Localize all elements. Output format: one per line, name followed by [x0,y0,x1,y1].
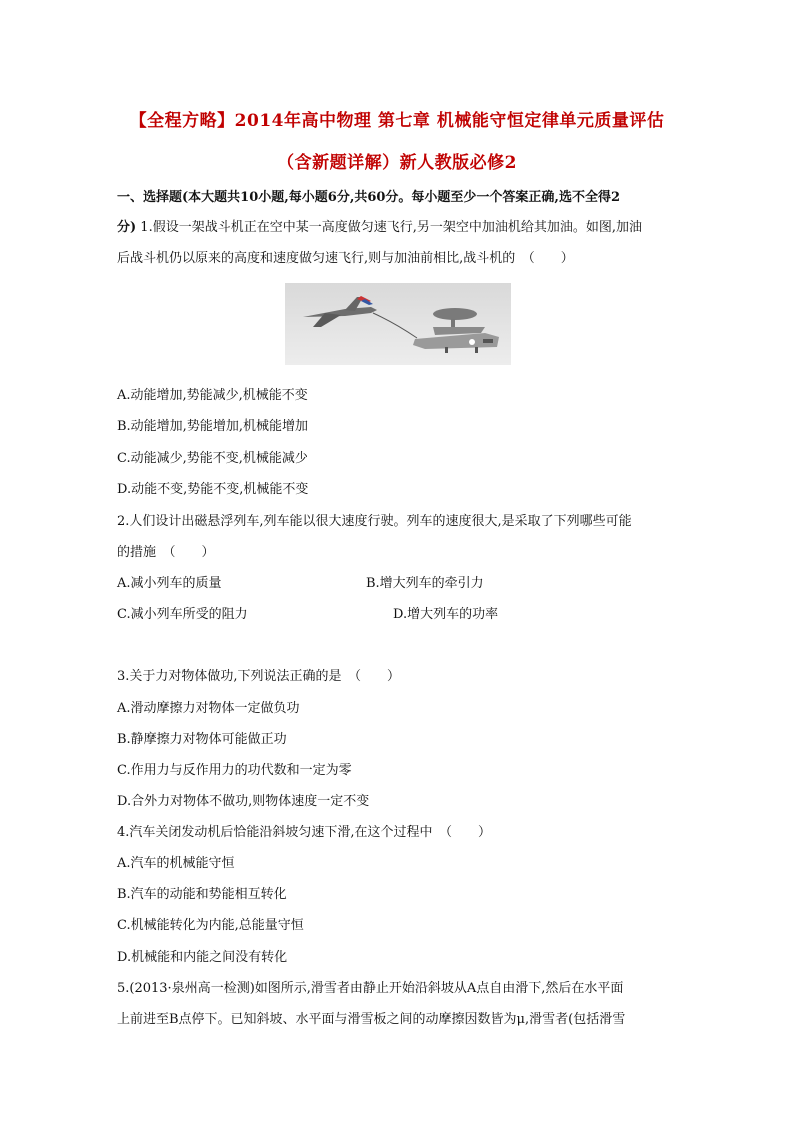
q2-option-c: C.减小列车所受的阻力 [117,607,248,622]
document-title-line-2: （含新题详解）新人教版必修2 [277,153,517,173]
section-header-tail: 分) [117,220,137,235]
question-5-line-1: 5.(2013·泉州高一检测)如图所示,滑雪者由静止开始沿斜坡从A点自由滑下,然后在水平面 [117,981,624,996]
q3-option-d: D.合外力对物体不做功,则物体速度一定不变 [117,794,370,809]
q4-option-a: A.汽车的机械能守恒 [117,856,235,871]
q1-option-d: D.动能不变,势能不变,机械能不变 [117,482,309,497]
document-title-line-1: 【全程方略】2014年高中物理 第七章 机械能守恒定律单元质量评估 [129,111,665,131]
q3-option-a: A.滑动摩擦力对物体一定做负功 [117,701,300,716]
q2-option-d: D.增大列车的功率 [393,607,499,622]
q1-option-c: C.动能减少,势能不变,机械能减少 [117,451,308,466]
question-1-stem-start: 1.假设一架战斗机正在空中某一高度做匀速飞行,另一架空中加油机给其加油。如图,加油 [140,220,642,235]
question-1-line-2: 后战斗机仍以原来的高度和速度做匀速飞行,则与加油前相比,战斗机的 （ ） [117,251,574,266]
question-2-line-2: 的措施 （ ） [117,545,215,560]
q2-option-a: A.减小列车的质量 [117,576,222,591]
q2-option-b: B.增大列车的牵引力 [366,576,484,591]
q4-option-d: D.机械能和内能之间没有转化 [117,950,288,965]
question-3-stem: 3.关于力对物体做功,下列说法正确的是 （ ） [117,669,401,684]
question-4-stem: 4.汽车关闭发动机后恰能沿斜坡匀速下滑,在这个过程中 （ ） [117,825,492,840]
q4-option-c: C.机械能转化为内能,总能量守恒 [117,918,304,933]
q4-option-b: B.汽车的动能和势能相互转化 [117,887,287,902]
aerial-refueling-photo [285,283,511,365]
q3-option-c: C.作用力与反作用力的功代数和一定为零 [117,763,352,778]
question-2-line-1: 2.人们设计出磁悬浮列车,列车能以很大速度行驶。列车的速度很大,是采取了下列哪些可能 [117,514,632,529]
question-1-line-1 [117,216,642,235]
q1-option-b: B.动能增加,势能增加,机械能增加 [117,419,308,434]
q3-option-b: B.静摩擦力对物体可能做正功 [117,732,287,747]
q1-option-a: A.动能增加,势能减少,机械能不变 [117,388,308,403]
question-5-line-2: 上前进至B点停下。已知斜坡、水平面与滑雪板之间的动摩擦因数皆为μ,滑雪者(包括滑雪 [117,1012,626,1027]
section-header: 一、选择题(本大题共10小题,每小题6分,共60分。每小题至少一个答案正确,选不全得2 [117,190,621,205]
